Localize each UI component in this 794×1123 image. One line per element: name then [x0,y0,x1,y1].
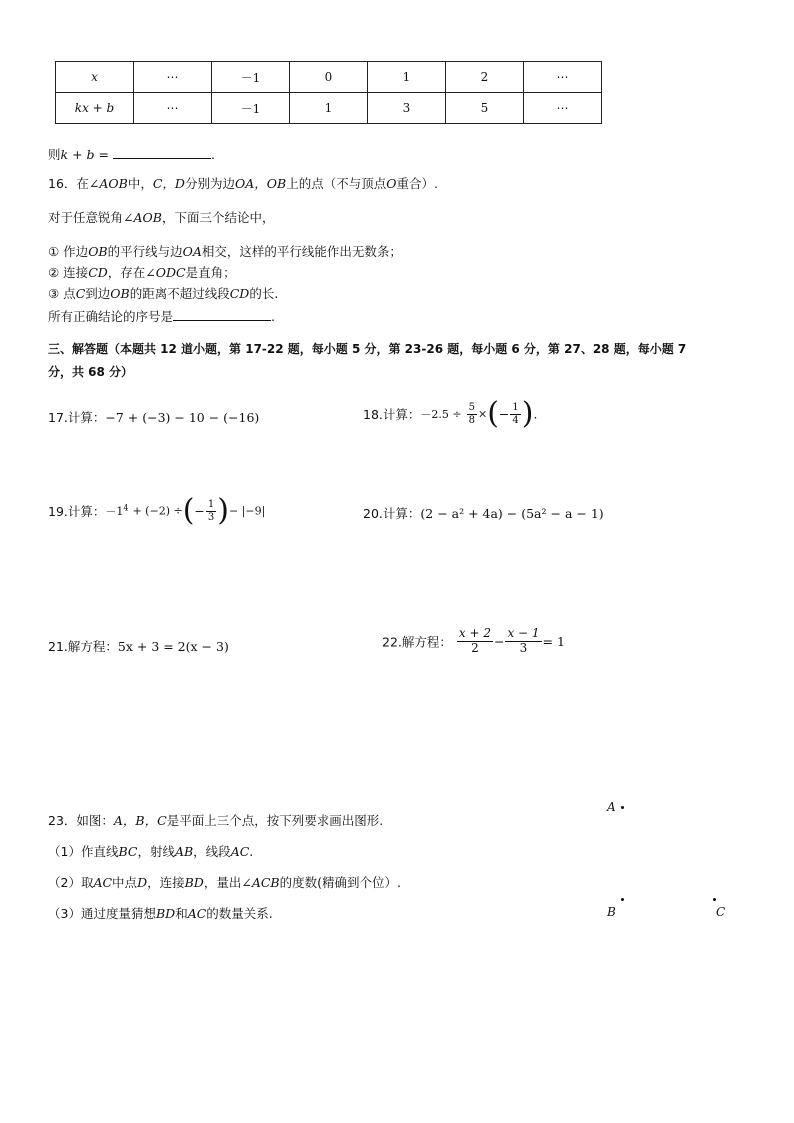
table-cell: 2 [446,62,524,93]
q19 [48,493,266,528]
point-o: O [386,176,397,191]
table-cell: 0 [290,62,368,93]
q19-label: 19.计算： [48,504,106,519]
q16-text: 16．在 [48,176,89,191]
point-b-label: B [607,905,616,919]
q19-text: − [194,503,205,519]
q16-text: ② 连接 [48,265,89,280]
q18 [363,396,538,431]
table-cell: ⋯ [134,62,212,93]
q15-expression: k + b = [60,147,109,162]
segment-bd: BD [184,875,204,890]
segment-ac: AC [187,906,207,921]
q16-conclusion-2 [48,267,236,280]
value-table [55,61,602,124]
q23-stem [48,815,383,828]
q23-text: 的数量关系. [206,906,273,921]
q17 [48,412,259,425]
table-row [56,93,602,124]
q16-text: 的距离不超过线段 [129,286,230,301]
segment-ac: AC [93,875,113,890]
point-c-dot[interactable] [713,898,716,901]
q23-text: ，连接 [147,875,185,890]
q20-label: 20.计算： [363,506,421,521]
point-d: D [137,875,148,890]
fraction [467,402,477,426]
q23-text: ，射线 [137,844,175,859]
table-row [56,62,602,93]
table-cell: 1 [290,93,368,124]
q19-exponent: 4 [123,503,129,513]
q16-text: 上的点（不与顶点 [286,176,387,191]
q22-label: 22.解方程： [382,634,452,650]
q16-answer-line [48,308,275,324]
q15-line [48,146,215,162]
q16-text: ，下面三个结论中， [161,210,275,225]
angle-aob: ∠AOB [88,176,128,191]
fraction-denominator: 3 [519,640,528,655]
q23-text: 和 [175,906,188,921]
q19-text [105,505,128,518]
fraction-denominator: 8 [468,414,475,426]
fraction [510,402,520,426]
points-cd: C，D [152,176,185,191]
q23-text: 的度数(精确到个位）. [279,875,401,890]
points-abc: A，B，C [113,813,167,828]
segment-cd: CD [229,286,250,301]
q16-text: . [271,309,275,324]
q17-label: 17.计算： [48,410,106,425]
point-a-dot[interactable] [621,806,624,809]
q23-part-1 [48,846,253,859]
q16-answer-prompt: 所有正确结论的序号是 [48,309,174,324]
ray-ab: AB [174,844,194,859]
paren-left: ( [487,396,499,431]
q23-text: ，线段 [193,844,231,859]
table-cell: 3 [368,93,446,124]
q20-expression: (2 − a² + 4a) − (5a² − a − 1) [420,506,604,521]
q16-text: 的长. [249,286,279,301]
paren-left: ( [182,493,195,528]
q16-conclusion-1 [48,246,402,259]
point-b-dot[interactable] [621,898,624,901]
q23-text: （1）作直线 [48,844,119,859]
segment-ac: AC [230,844,250,859]
fraction-denominator: 3 [207,511,215,523]
table-cell: x [56,62,134,93]
q18-text: . [533,406,538,422]
q23-text: 中点 [112,875,138,890]
q16-text: 重合）. [396,176,438,191]
q23-text: ，量出 [203,875,242,890]
side-ob: OB [110,286,130,301]
section-heading-cont: 分，共 68 分） [48,365,134,379]
fraction [206,499,216,523]
q16-conclusion-3 [48,288,278,301]
table-cell: －1 [212,93,290,124]
side-ob: OB [88,244,108,259]
point-c: C [75,286,86,301]
paren-right: ) [217,493,229,528]
q19-text: − |−9| [229,504,266,518]
q21-label: 21.解方程： [48,639,118,654]
table-cell: ⋯ [134,93,212,124]
sides-oa-ob: OA，OB [234,176,287,191]
q23-part-2 [48,877,401,890]
q19-text: + (−2) ÷ [132,504,183,518]
fraction [505,627,541,656]
q15-suffix: . [210,147,215,162]
fraction-numerator: 1 [512,402,519,413]
q16-intro [48,212,274,225]
q23-text: （3）通过度量猜想 [48,906,156,921]
paren-right: ) [521,396,534,431]
q16-text: 的平行线与边 [107,244,183,259]
table-cell: ⋯ [524,93,602,124]
q21-expression: 5x + 3 = 2(x − 3) [117,639,229,654]
q23-part-3 [48,908,273,921]
fraction-numerator: 5 [468,402,475,413]
fraction-denominator: 2 [471,640,479,655]
point-a-label: A [607,800,616,814]
fraction-numerator: 1 [207,499,215,510]
answer-blank[interactable] [113,146,211,159]
table-cell: 1 [368,62,446,93]
q21 [48,641,229,654]
point-c-label: C [716,905,726,919]
q23-text: . [249,844,254,859]
q22 [382,627,565,656]
angle-odc: ∠ODC [145,265,186,280]
q16-text: ，存在 [107,265,146,280]
q22-text: − [493,633,505,649]
line-bc: BC [118,844,138,859]
q16-text: ① 作边 [48,244,89,259]
q18-text: − [498,406,510,422]
q18-text: －2.5 ÷ [420,408,462,421]
q22-text: = 1 [542,633,565,649]
table-cell: ⋯ [524,62,602,93]
angle-aob: ∠AOB [123,210,162,225]
q17-expression: −7 + (−3) − 10 − (−16) [105,410,260,425]
fraction-numerator: x − 1 [507,626,540,640]
q16-text: 是直角； [185,265,236,280]
q16-text: 分别为边 [184,176,235,191]
q23-text: （2）取 [48,875,94,890]
fraction-denominator: 4 [512,414,519,426]
angle-acb: ∠ACB [241,875,280,890]
q18-label: 18.计算： [363,407,421,422]
q16-stem [48,178,438,191]
answer-blank[interactable] [173,308,271,321]
q16-text: 相交，这样的平行线能作出无数条； [201,244,402,259]
q18-text: × [477,407,488,421]
segment-bd: BD [155,906,176,921]
q15-prefix: 则 [48,147,61,162]
table-cell: 5 [446,93,524,124]
q16-text: 中， [127,176,153,191]
q23-text: 是平面上三个点，按下列要求画出图形. [166,813,384,828]
q23-text: 23．如图： [48,813,114,828]
fraction-numerator: x + 2 [458,626,491,640]
q16-text: 到边 [85,286,111,301]
table-cell: －1 [212,62,290,93]
side-oa: OA [182,244,202,259]
q20 [363,508,604,521]
table-cell: kx + b [56,93,134,124]
q16-text: 对于任意锐角 [48,210,124,225]
fraction [457,627,493,656]
q19-base: －1 [105,505,124,518]
segment-cd: CD [88,265,108,280]
section-heading: 三、解答题（本题共 12 道小题，第 17-22 题，每小题 5 分，第 23-26 题，每小题 6 分，第 27、28 题，每小题 7 [48,342,687,356]
q16-text: ③ 点 [48,286,76,301]
